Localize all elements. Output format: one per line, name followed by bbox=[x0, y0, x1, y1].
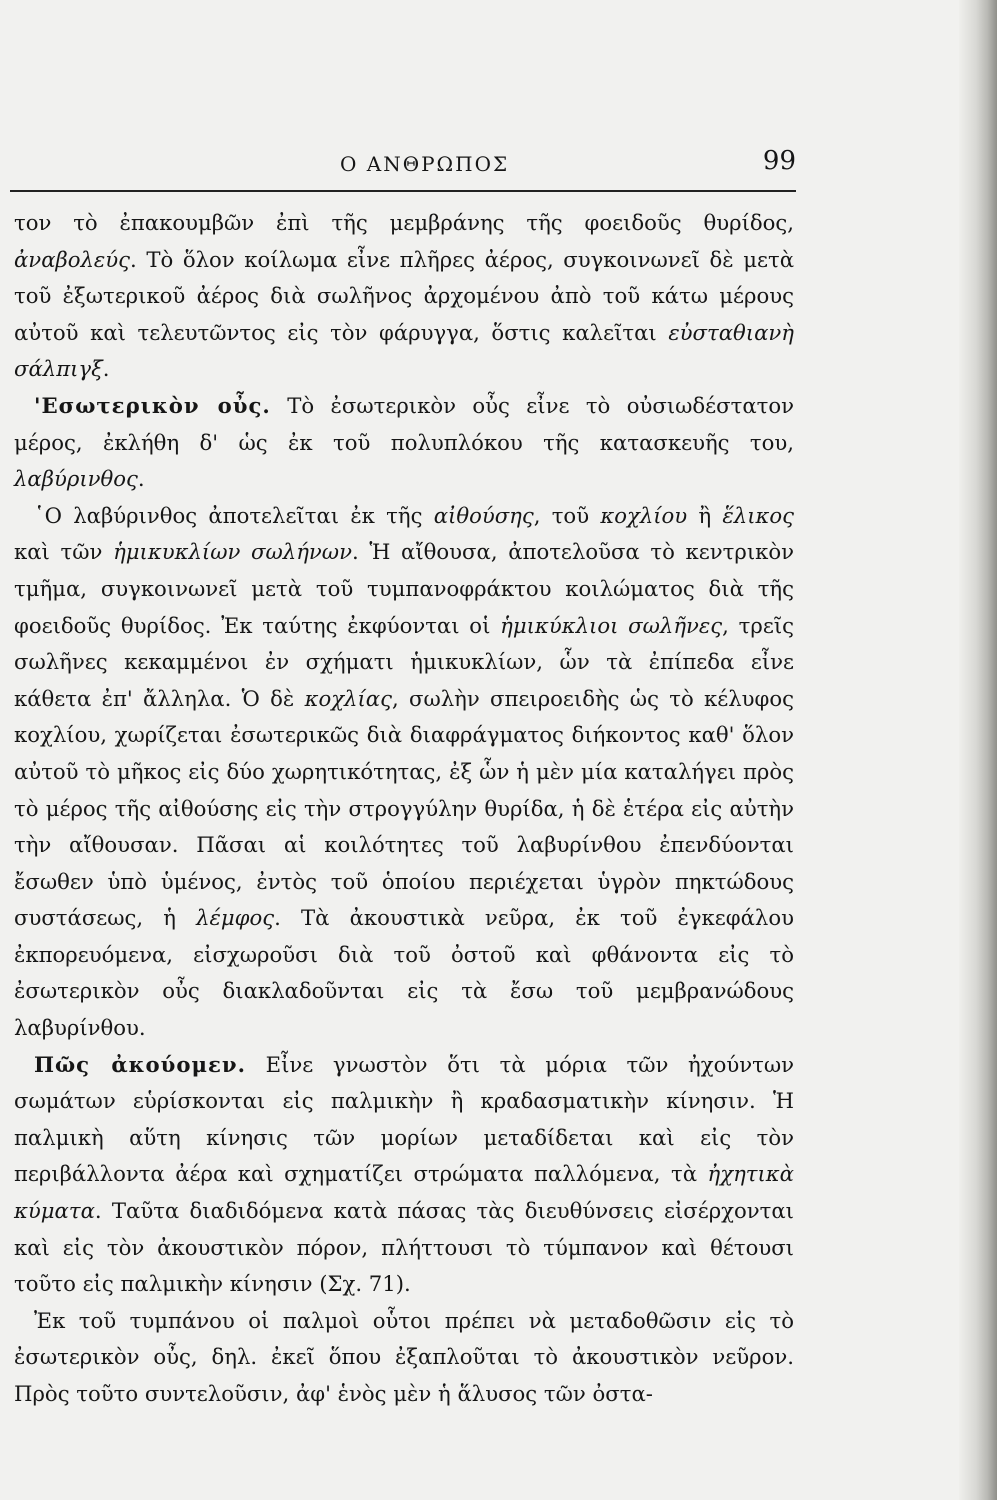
italic-term: ἕλικος bbox=[722, 502, 795, 528]
section-heading: Πῶς ἀκούομεν. bbox=[34, 1051, 246, 1077]
text-run: καὶ τῶν bbox=[14, 539, 114, 565]
italic-term: κοχλίας bbox=[304, 685, 392, 711]
section-heading: 'Εσωτερικὸν οὖς. bbox=[34, 392, 271, 418]
page-number: 99 bbox=[762, 146, 796, 176]
page-edge-shadow bbox=[959, 0, 997, 1500]
body-text bbox=[14, 205, 794, 1413]
header-rule bbox=[10, 190, 796, 192]
text-run: ῾Ο λαβύρινθος ἀποτελεῖται ἐκ τῆς bbox=[34, 502, 434, 528]
italic-term: αἰθούσης bbox=[433, 502, 534, 528]
italic-term: λαβύρινθος bbox=[14, 466, 138, 492]
text-run: Ἐκ τοῦ τυμπάνου οἱ παλμοὶ οὗτοι πρέπει νὰ μεταδοθῶσιν εἰς τὸ ἐσωτερικὸν οὖς, δηλ. ἐκεῖ ὅπου ἐξαπλοῦται τὸ ἀκουστικὸν νεῦρον. Πρὸς τοῦτο συντελοῦσιν, ἀφ' ἑνὸς μὲν ἡ ἅλυσος τῶν ὀστα- bbox=[14, 1307, 794, 1406]
paragraph bbox=[14, 388, 794, 498]
text-run: . Τὰ ἀκουστικὰ νεῦρα, ἐκ τοῦ ἐγκεφάλου ἐκπορευόμενα, εἰσχωροῦσι διὰ τοῦ ὀστοῦ καὶ φθάνοντα εἰς τὸ ἐσωτερικὸν οὖς διακλαδοῦνται εἰς τὰ ἔσω τοῦ μεμβρανώδους λαβυρίνθου. bbox=[14, 905, 794, 1041]
text-run: . Ταῦτα διαδιδόμενα κατὰ πάσας τὰς διευθύνσεις εἰσέρχονται καὶ εἰς τὸν ἀκουστικὸν πόρον, πλήττουσι τὸ τύμπανον καὶ θέτουσι τοῦτο εἰς παλμικὴν κίνησιν (Σχ. 71). bbox=[14, 1198, 794, 1297]
text-run: , σωλὴν σπειροειδὴς ὡς τὸ κέλυφος κοχλίου, χωρίζεται ἐσωτερικῶς διὰ διαφράγματος διήκοντος καθ' ὅλον αὐτοῦ τὸ μῆκος εἰς δύο χωρητικότητας, ἐξ ὧν ἡ μὲν μία καταλήγει πρὸς τὸ μέρος τῆς αἰθούσης εἰς τὴν στρογγύλην θυρίδα, ἡ δὲ ἑτέρα εἰς αὐτὴν τὴν αἴθουσαν. Πᾶσαι αἱ κοιλότητες τοῦ λαβυρίνθου ἐπενδύονται ἔσωθεν ὑπὸ ὑμένος, ἐντὸς τοῦ ὁποίου περιέχεται ὑγρὸν πηκτώδους συστάσεως, ἡ bbox=[14, 685, 794, 931]
paragraph bbox=[14, 1047, 794, 1303]
text-run: , τρεῖς σωλῆνες κεκαμμένοι ἐν σχήματι ἡμικυκλίων, ὧν τὰ ἐπίπεδα εἶνε κάθετα ἐπ' ἄλληλα. Ὁ δὲ bbox=[14, 612, 794, 711]
italic-term: ἀναβολεύς bbox=[14, 246, 131, 272]
text-run: , τοῦ bbox=[533, 502, 601, 528]
text-run: Εἶνε γνωστὸν ὅτι τὰ μόρια τῶν ἠχούντων σωμάτων εὑρίσκονται εἰς παλμικὴν ἢ κραδασματικὴν κίνησιν. Ἡ παλμικὴ αὕτη κίνησις τῶν μορίων μεταδίδεται καὶ εἰς τὸν περιβάλλοντα ἀέρα καὶ σχηματίζει στρώματα παλλόμενα, τὰ bbox=[14, 1051, 794, 1187]
running-title: Ο ΑΝΘΡΩΠΟΣ bbox=[340, 152, 510, 176]
text-run: . Τὸ ὅλον κοίλωμα εἶνε πλῆρες ἀέρος, συγκοινωνεῖ δὲ μετὰ τοῦ ἐξωτερικοῦ ἀέρος διὰ σωλῆνος ἀρχομένου ἀπὸ τοῦ κάτω μέρους αὐτοῦ καὶ τελευτῶντος εἰς τὸν φάρυγγα, ὅστις καλεῖται bbox=[14, 246, 794, 345]
italic-term: εὐσταθιανὴ σάλπιγξ bbox=[14, 319, 794, 382]
text-run: . bbox=[137, 466, 145, 492]
paragraph bbox=[14, 205, 794, 388]
italic-term: κοχλίου bbox=[600, 502, 688, 528]
text-run: . bbox=[102, 356, 110, 382]
text-run: Τὸ ἐσωτερικὸν οὖς εἶνε τὸ οὐσιωδέστατον μέρος, ἐκλήθη δ' ὡς ἐκ τοῦ πολυπλόκου τῆς κατασκευῆς του, bbox=[14, 392, 794, 455]
paragraph bbox=[14, 1303, 794, 1413]
italic-term: ἠχητικὰ κύματα bbox=[14, 1161, 794, 1224]
italic-term: ἡμικύκλιοι σωλῆνες bbox=[500, 612, 723, 638]
italic-term: λέμφος bbox=[196, 905, 275, 931]
text-run: τον τὸ ἐπακουμβῶν ἐπὶ τῆς μεμβράνης τῆς φοειδοῦς θυρίδος, bbox=[14, 210, 794, 235]
text-run: ἢ bbox=[687, 502, 723, 528]
text-run: . Ἡ αἴθουσα, ἀποτελοῦσα τὸ κεντρικὸν τμῆμα, συγκοινωνεῖ μετὰ τοῦ τυμπανοφράκτου κοιλώματος διὰ τῆς φοειδοῦς θυρίδος. Ἐκ ταύτης ἐκφύονται οἱ bbox=[14, 539, 795, 638]
paragraph bbox=[14, 498, 794, 1047]
italic-term: ἡμικυκλίων σωλήνων bbox=[113, 539, 352, 565]
page-header bbox=[10, 146, 796, 186]
